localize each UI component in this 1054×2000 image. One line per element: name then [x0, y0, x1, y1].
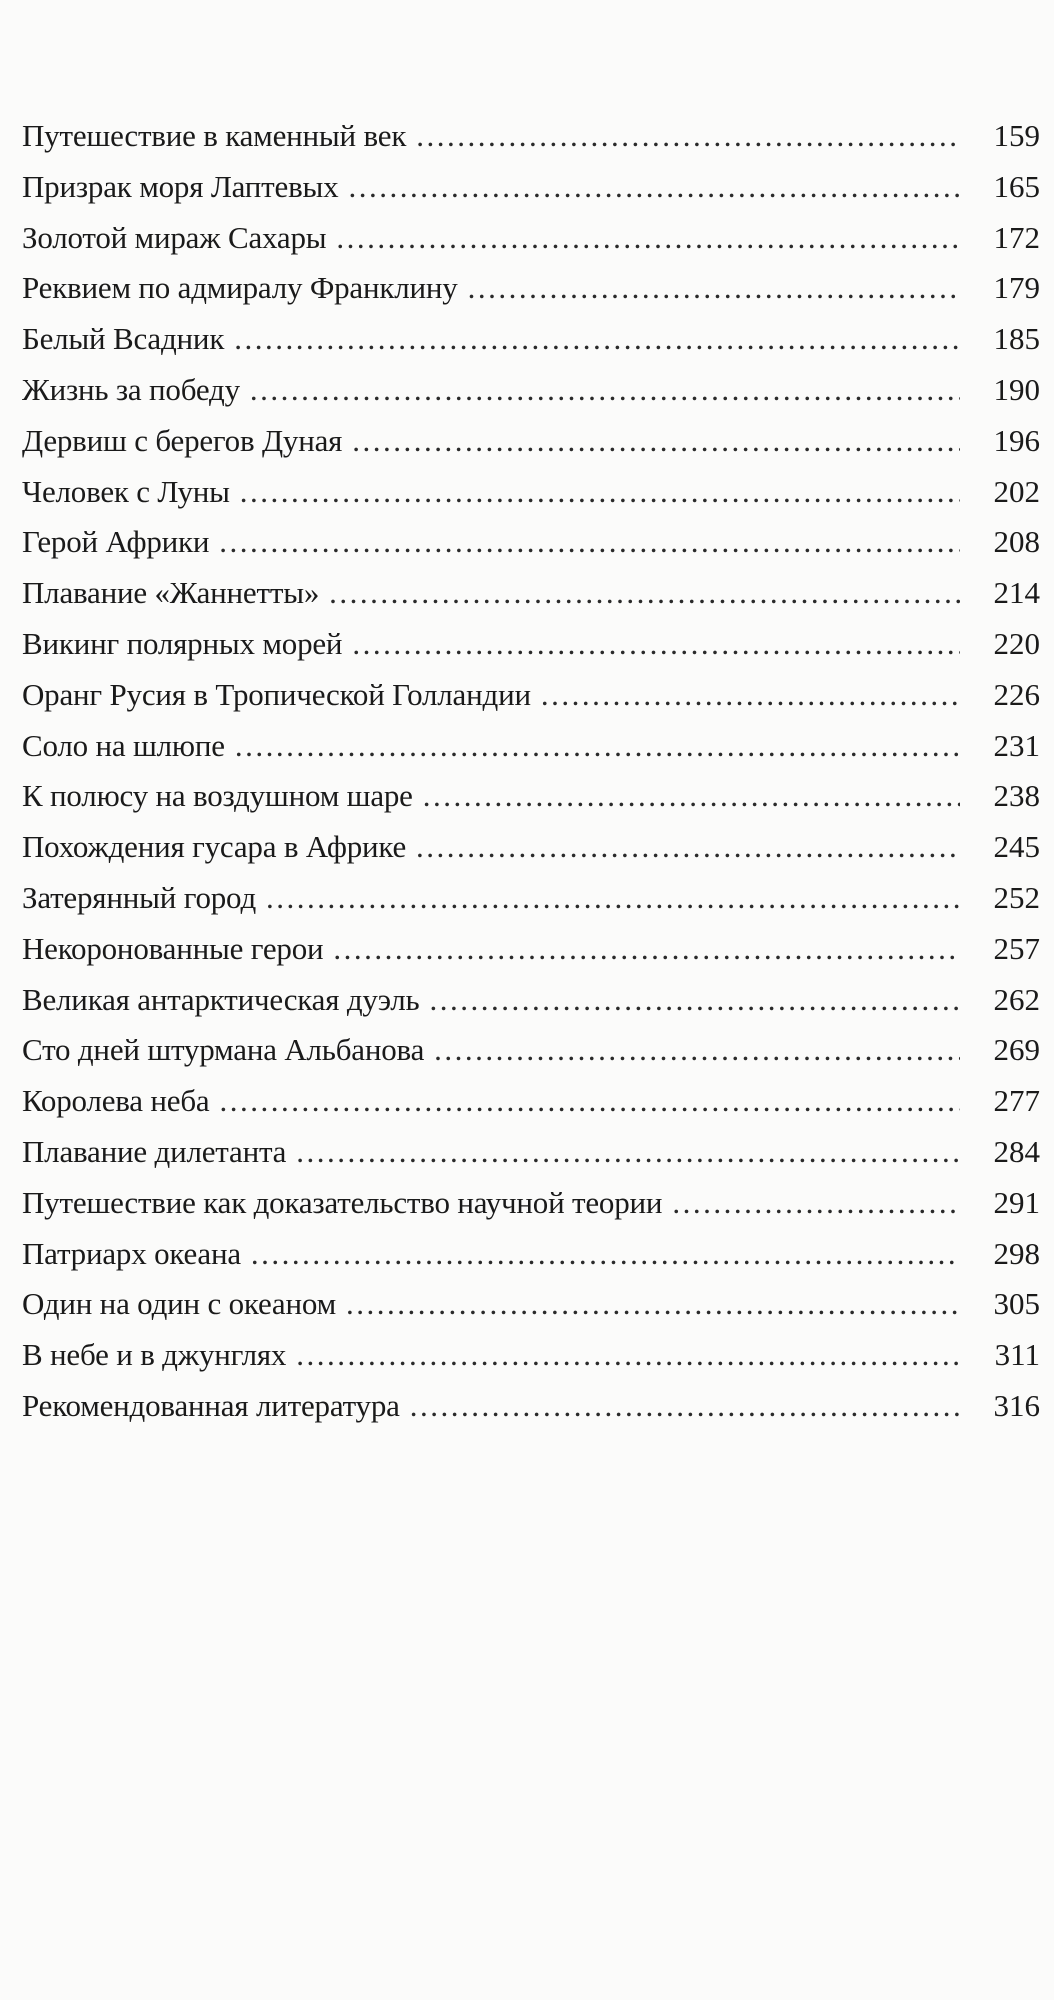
toc-entry-page-number: 257 — [993, 930, 1040, 966]
toc-entry — [22, 1178, 1040, 1229]
toc-dot-leader — [434, 1025, 960, 1076]
toc-entry-page-number: 190 — [993, 371, 1040, 407]
toc-entry — [22, 1381, 1040, 1432]
toc-entry — [22, 771, 1040, 822]
toc-entry — [22, 365, 1040, 416]
toc-entry-title: Призрак моря Лаптевых — [22, 168, 339, 204]
toc-entry — [22, 873, 1040, 924]
toc-entry-title: Великая антарктическая дуэль — [22, 981, 420, 1017]
toc-dot-leader — [235, 721, 960, 772]
toc-entry-page-number: 277 — [993, 1083, 1040, 1119]
toc-entry-page-number: 220 — [993, 625, 1040, 661]
toc-entry-title: Викинг полярных морей — [22, 625, 343, 661]
toc-entry-title: Затерянный город — [22, 879, 257, 915]
toc-entry-title: Реквием по адмиралу Франклину — [22, 270, 458, 306]
toc-entry-title: В небе и в джунглях — [22, 1337, 287, 1373]
toc-dot-leader — [416, 111, 960, 162]
toc-dot-leader — [333, 924, 960, 975]
toc-entry — [22, 1025, 1040, 1076]
toc-dot-leader — [348, 162, 960, 213]
toc-entry-title: Герой Африки — [22, 524, 210, 560]
toc-entry — [22, 822, 1040, 873]
toc-entry — [22, 1229, 1040, 1280]
toc-entry-title: Королева неба — [22, 1083, 210, 1119]
toc-entry-page-number: 291 — [993, 1184, 1040, 1220]
toc-entry-page-number: 179 — [993, 270, 1040, 306]
toc-dot-leader — [219, 517, 960, 568]
toc-entry — [22, 924, 1040, 975]
toc-entry-page-number: 172 — [993, 219, 1040, 255]
toc-dot-leader — [240, 467, 960, 518]
toc-entry-title: Патриарх океана — [22, 1235, 241, 1271]
toc-entry-title: Оранг Русия в Тропической Голландии — [22, 676, 531, 712]
toc-entry — [22, 1076, 1040, 1127]
toc-entry-title: Похождения гусара в Африке — [22, 829, 407, 865]
toc-entry-page-number: 165 — [993, 168, 1040, 204]
toc-entry-title: Рекомендованная литература — [22, 1387, 400, 1423]
toc-entry-page-number: 208 — [993, 524, 1040, 560]
toc-dot-leader — [251, 1229, 960, 1280]
toc-entry-title: Сто дней штурмана Альбанова — [22, 1032, 425, 1068]
toc-entry — [22, 263, 1040, 314]
toc-entry — [22, 517, 1040, 568]
toc-entry — [22, 314, 1040, 365]
toc-entry-title: Один на один с океаном — [22, 1286, 337, 1322]
toc-dot-leader — [336, 213, 960, 264]
toc-entry — [22, 1330, 1040, 1381]
toc-entry-page-number: 196 — [993, 422, 1040, 458]
toc-entry-title: Соло на шлюпе — [22, 727, 225, 763]
toc-entry-title: Жизнь за победу — [22, 371, 240, 407]
toc-entry-page-number: 159 — [993, 118, 1040, 153]
toc-entry-title: Путешествие в каменный век — [22, 118, 407, 153]
toc-dot-leader — [352, 619, 960, 670]
toc-entry-title: Золотой мираж Сахары — [22, 219, 327, 255]
toc-dot-leader — [410, 1381, 960, 1432]
toc-dot-leader — [672, 1178, 960, 1229]
toc-entry-title: Путешествие как доказательство научной теории — [22, 1184, 663, 1220]
toc-entry-title: К полюсу на воздушном шаре — [22, 778, 413, 814]
toc-dot-leader — [296, 1330, 960, 1381]
toc-entry — [22, 1127, 1040, 1178]
toc-dot-leader — [329, 568, 960, 619]
toc-entry-page-number: 245 — [993, 829, 1040, 865]
toc-dot-leader — [266, 873, 960, 924]
toc-entry-page-number: 185 — [993, 321, 1040, 357]
toc-entry-page-number: 305 — [993, 1286, 1040, 1322]
toc-entry-title: Дервиш с берегов Дуная — [22, 422, 343, 458]
toc-entry — [22, 619, 1040, 670]
toc-entry-title: Человек с Луны — [22, 473, 230, 509]
toc-entry — [22, 467, 1040, 518]
toc-entry — [22, 1279, 1040, 1330]
toc-entry-page-number: 262 — [993, 981, 1040, 1017]
toc-dot-leader — [234, 314, 960, 365]
toc-entry — [22, 162, 1040, 213]
toc-entry — [22, 111, 1040, 162]
toc-entry-page-number: 284 — [993, 1133, 1040, 1169]
toc-dot-leader — [541, 670, 960, 721]
toc-dot-leader — [429, 975, 960, 1026]
toc-entry-page-number: 298 — [993, 1235, 1040, 1271]
toc-dot-leader — [352, 416, 960, 467]
toc-entry — [22, 416, 1040, 467]
toc-entry-title: Плавание дилетанта — [22, 1133, 287, 1169]
toc-entry — [22, 568, 1040, 619]
toc-dot-leader — [296, 1127, 960, 1178]
toc-entry — [22, 213, 1040, 264]
toc-entry-page-number: 202 — [993, 473, 1040, 509]
toc-dot-leader — [219, 1076, 960, 1127]
toc-entry — [22, 721, 1040, 772]
toc-entry — [22, 670, 1040, 721]
toc-entry-page-number: 226 — [993, 676, 1040, 712]
toc-dot-leader — [423, 771, 960, 822]
toc-entry-page-number: 316 — [993, 1387, 1040, 1423]
toc-entry-page-number: 252 — [993, 879, 1040, 915]
toc-entry-page-number: 231 — [993, 727, 1040, 763]
toc-entry-page-number: 311 — [994, 1337, 1040, 1373]
toc-dot-leader — [416, 822, 960, 873]
toc-dot-leader — [346, 1279, 960, 1330]
toc-entry-page-number: 269 — [993, 1032, 1040, 1068]
toc-entry-title: Некоронованные герои — [22, 930, 324, 966]
toc-entry-page-number: 214 — [993, 575, 1040, 611]
toc-entry-page-number: 238 — [993, 778, 1040, 814]
toc-entry-title: Белый Всадник — [22, 321, 225, 357]
toc-entry-title: Плавание «Жаннетты» — [22, 575, 320, 611]
toc-entry — [22, 975, 1040, 1026]
table-of-contents — [22, 111, 1040, 1432]
toc-dot-leader — [468, 263, 960, 314]
toc-dot-leader — [250, 365, 960, 416]
